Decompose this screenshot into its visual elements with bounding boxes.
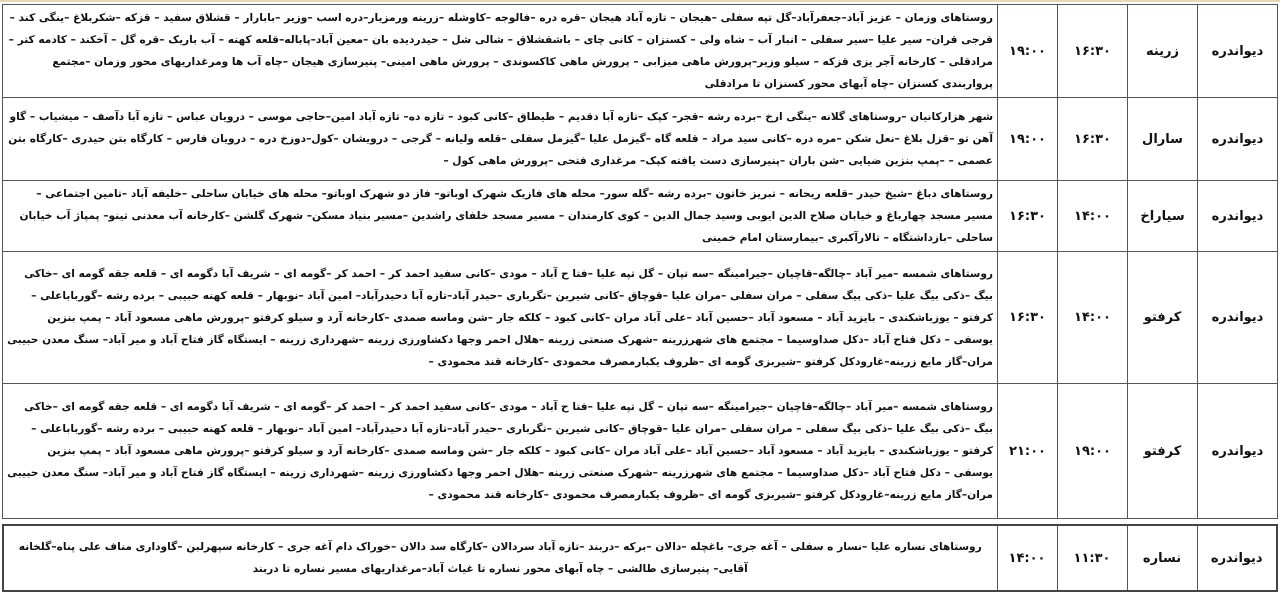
affected-areas-cell: روستاهای نساره علیا –نسار ه سفلی – آغه جری– باغچله –دالان –برکه –دربند –تازه آباد سردالان –کارگاه سد دالان –خوراک دام آغه جری – کارخانه سپهرلبن –گاوداری مناف علی پناه–گلخانه آقایی– پنیرسازی طالشی – چاه آبهای محور نساره تا غیاث آباد–مرغداریهای مسیر نساره تا دربند xyxy=(3,525,997,591)
area-cell: نساره xyxy=(1127,525,1197,591)
table-row xyxy=(3,384,1278,519)
end-time-cell: ۱۶:۳۰ xyxy=(998,181,1058,252)
area-cell: سارال xyxy=(1128,98,1198,181)
end-time-cell: ۱۶:۳۰ xyxy=(998,252,1058,384)
table-row xyxy=(3,5,1278,98)
city-cell: دیواندره xyxy=(1197,525,1277,591)
end-time-cell: ۱۹:۰۰ xyxy=(998,98,1058,181)
start-time-cell: ۱۱:۳۰ xyxy=(1057,525,1127,591)
area-cell: زرینه xyxy=(1128,5,1198,98)
outage-schedule-table-last xyxy=(2,524,1278,592)
outage-schedule-table xyxy=(2,4,1278,519)
city-cell: دیواندره xyxy=(1198,98,1278,181)
end-time-cell: ۱۹:۰۰ xyxy=(998,5,1058,98)
start-time-cell: ۱۶:۳۰ xyxy=(1058,98,1128,181)
table-row xyxy=(3,98,1278,181)
table-row xyxy=(3,181,1278,252)
affected-areas-cell: روستاهای شمسه –میر آباد –چالگه–قاچیان –جیرامینگه –سه تپان – گل تپه علیا –فتا ح آباد – مودی –کانی سفید احمد کر – احمد کر –گومه ای – شریف آبا دگومه ای – قلعه جقه گومه ای –خاکی بیگ –ذکی بیگ علیا –ذکی بیگ سفلی – مران سفلی –مران علیا –قوچاق –کانی شیرین –تگرباری –حیدر آباد–تازه آبا دحیدرآباد– امین آباد –نوبهار – قلعه کهنه حبیبی – برده رشه –گورباباعلی –کرفتو – یوزباشکندی – بایزید آباد – مسعود آباد –حسین آباد –علی آباد مران –کانی کبود – کلکه جار –شن وماسه صمدی –کارخانه آرد و سیلو کرفتو –پرورش ماهی مسعود آباد – پمپ بنزین یوسفی – دکل فتاح آباد –دکل صداوسیما – مجتمع های شهرزرینه –شهرک صنعتی زرینه –هلال احمر وجها دکشاورزی زرینه –شهرداری زرینه – ایستگاه گاز فتاح آباد و میر آباد– سنگ معدن حبیبی مران–گاز مایع زرینه–غارودکل کرفتو –شیربزی گومه ای –ظروف یکبارمصرف محمودی –کارخانه قند محمودی – xyxy=(3,384,998,519)
table-row xyxy=(3,525,1277,591)
table-row xyxy=(3,252,1278,384)
start-time-cell: ۱۴:۰۰ xyxy=(1058,252,1128,384)
city-cell: دیواندره xyxy=(1198,5,1278,98)
schedule-container xyxy=(0,2,1280,600)
affected-areas-cell: روستاهای وزمان – عزیز آباد–جعفرآباد–گل تپه سفلی –هیجان – تازه آباد هیجان –قره دره –فالوجه –کاوشله –زرینه ورمزیار–دره اسب –وزیر –بابارار – قشلاق سفید – قزکه –شکربلاغ –ینگی کند –قرجی قران– سیر علیا –سیر سفلی – انبار آب – شاه ولی – کسنزان – کانی چای – باشقشلاق – شالی شل – حیدردیده بان –معین آباد–پاباله–قلعه کهنه – آب باریک –قره گل – آخکند – کادمه کتر –مرادقلی – کارخانه آجر یزی قزکه – سیلو وزیر–پرورش ماهی میزابی – پرورش ماهی کاکسوندی – پرورش ماهی امینی– پنیرسازی هیجان –چاه آب ها ومرغداریهای محور وزمان –مجتمع پرواربندی کسنزان –چاه آبهای محور کسنزان تا مرادقلی xyxy=(3,5,998,98)
affected-areas-cell: شهر هزارکانیان –روستاهای گلانه –ینگی ارخ –برده رشه –قجر– کپک –تازه آبا دقدیم – طیطاق –کانی کبود – تازه ده– تازه آباد امین–حاجی موسی – درویان عباس – تازه آبا دآصف – میشیاب – گاو آهن تو –قزل بلاغ –نعل شکن –مره دره –کانی سید مراد – قلعه گاه –گیزمل علیا –گیزمل سفلی –قلعه ولیانه – گرجی – درویشان –کول–دوزخ دره – درویان فارس – کارگاه بتن حیدری –کارگاه بتن عصمی – –پمپ بنزین ضیایی –شن باران –پنیرسازی دست یافته کپک– مرغداری فتحی –پرورش ماهی کول – xyxy=(3,98,998,181)
area-cell: کرفتو xyxy=(1128,384,1198,519)
area-cell: کرفتو xyxy=(1128,252,1198,384)
affected-areas-cell: روستاهای شمسه –میر آباد –چالگه–قاچیان –جیرامینگه –سه تپان – گل تپه علیا –فتا ح آباد – مودی –کانی سفید احمد کر – احمد کر –گومه ای – شریف آبا دگومه ای – قلعه جقه گومه ای –خاکی بیگ –ذکی بیگ علیا –ذکی بیگ سفلی – مران سفلی –مران علیا –قوچاق –کانی شیرین –تگرباری –حیدر آباد–تازه آبا دحیدرآباد– امین آباد –نوبهار – قلعه کهنه حبیبی – برده رشه –گورباباعلی –کرفتو – یوزباشکندی – بایزید آباد – مسعود آباد –حسین آباد –علی آباد مران –کانی کبود – کلکه جار –شن وماسه صمدی –کارخانه آرد و سیلو کرفتو –پرورش ماهی مسعود آباد – پمپ بنزین یوسفی – دکل فتاح آباد –دکل صداوسیما – مجتمع های شهرزرینه –شهرک صنعتی زرینه –هلال احمر وجها دکشاورزی زرینه –شهرداری زرینه – ایستگاه گاز فتاح آباد و میر آباد– سنگ معدن حبیبی مران–گاز مایع زرینه–غارودکل کرفتو –شیربزی گومه ای –ظروف یکبارمصرف محمودی –کارخانه قند محمودی – xyxy=(3,252,998,384)
affected-areas-cell: روستاهای دباغ –شیخ حیدر –قلعه ریحانه – تبریز خاتون –برده رشه –گله سور– محله های فازیک شهرک اوباتو– فاز دو شهرک اوباتو– محله های خیابان ساحلی –خلیفه آباد –تامین اجتماعی – مسیر مسجد چهارباغ و خیابان صلاح الدین ایوبی وسید جمال الدین – کوی کارمندان – مسیر مسجد خلفای راشدین –مسیر بنیاد مسکن– شهرک گلشن –کارخانه آب معدنی تینو– پمپاژ آب خیابان ساحلی –بازداشتگاه – تالارآکبری –بیمارستان امام خمینی xyxy=(3,181,998,252)
start-time-cell: ۱۴:۰۰ xyxy=(1058,181,1128,252)
end-time-cell: ۲۱:۰۰ xyxy=(998,384,1058,519)
area-cell: سیاراخ xyxy=(1128,181,1198,252)
start-time-cell: ۱۶:۳۰ xyxy=(1058,5,1128,98)
end-time-cell: ۱۴:۰۰ xyxy=(997,525,1057,591)
city-cell: دیواندره xyxy=(1198,181,1278,252)
city-cell: دیواندره xyxy=(1198,252,1278,384)
city-cell: دیواندره xyxy=(1198,384,1278,519)
start-time-cell: ۱۹:۰۰ xyxy=(1058,384,1128,519)
